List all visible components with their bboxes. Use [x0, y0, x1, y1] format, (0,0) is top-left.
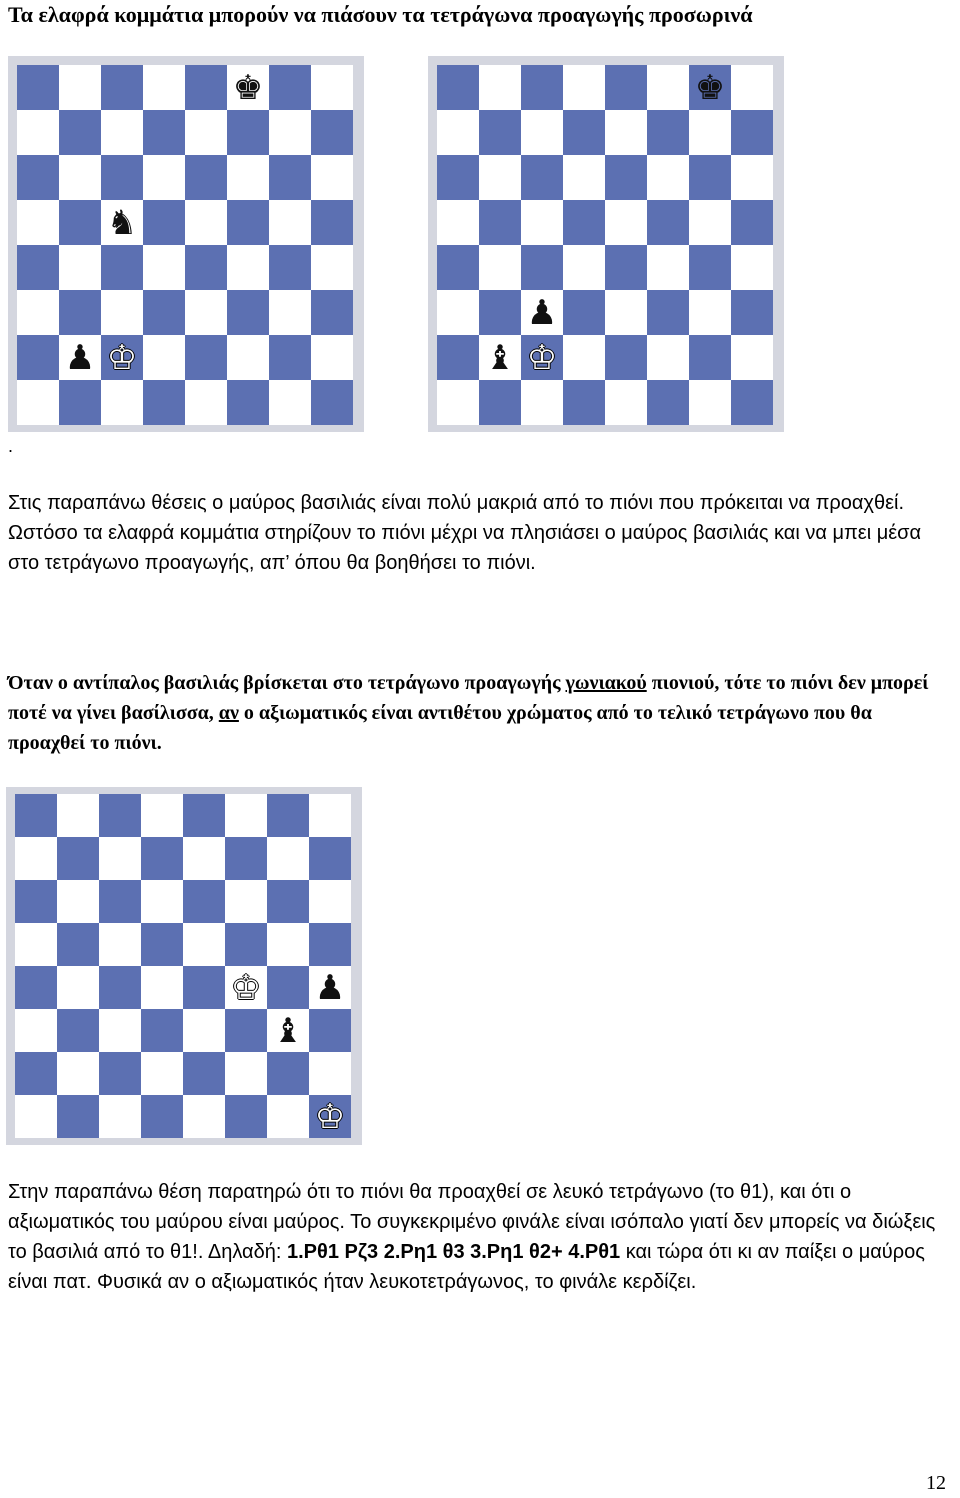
square-b7	[479, 110, 521, 155]
square-b6	[479, 155, 521, 200]
square-c2	[99, 1052, 141, 1095]
square-f5	[227, 200, 269, 245]
square-d4	[143, 245, 185, 290]
square-d7	[563, 110, 605, 155]
square-c7	[101, 110, 143, 155]
square-f2	[225, 1052, 267, 1095]
square-d6	[563, 155, 605, 200]
square-f1	[225, 1095, 267, 1138]
square-h7	[311, 110, 353, 155]
square-b3	[57, 1009, 99, 1052]
square-f2	[647, 335, 689, 380]
square-d5	[143, 200, 185, 245]
square-f6	[225, 880, 267, 923]
square-h4	[311, 245, 353, 290]
square-a7	[15, 837, 57, 880]
square-a5	[437, 200, 479, 245]
square-e6	[185, 155, 227, 200]
square-h8	[731, 65, 773, 110]
square-a6	[15, 880, 57, 923]
square-e8	[185, 65, 227, 110]
board-grid	[437, 65, 773, 425]
square-e2	[605, 335, 647, 380]
square-h1	[309, 1095, 351, 1138]
square-d5	[141, 923, 183, 966]
square-e7	[185, 110, 227, 155]
square-a4	[15, 966, 57, 1009]
square-f3	[225, 1009, 267, 1052]
square-b6	[59, 155, 101, 200]
black-knight-icon: ♞	[106, 202, 138, 243]
square-a2	[17, 335, 59, 380]
square-d1	[563, 380, 605, 425]
square-e1	[605, 380, 647, 425]
square-c7	[99, 837, 141, 880]
square-c5	[101, 200, 143, 245]
square-a8	[437, 65, 479, 110]
square-a5	[17, 200, 59, 245]
square-c5	[521, 200, 563, 245]
chess-board-2	[428, 56, 784, 432]
square-a4	[17, 245, 59, 290]
square-f4	[227, 245, 269, 290]
square-g5	[689, 200, 731, 245]
square-a7	[17, 110, 59, 155]
square-c3	[521, 290, 563, 335]
square-a3	[437, 290, 479, 335]
square-g7	[689, 110, 731, 155]
square-d6	[141, 880, 183, 923]
square-h6	[311, 155, 353, 200]
square-d7	[143, 110, 185, 155]
square-b7	[59, 110, 101, 155]
square-h3	[311, 290, 353, 335]
square-e3	[605, 290, 647, 335]
square-e6	[605, 155, 647, 200]
underlined-word-if: αν	[218, 702, 239, 724]
square-c8	[99, 794, 141, 837]
square-b2	[57, 1052, 99, 1095]
square-g7	[269, 110, 311, 155]
square-b7	[57, 837, 99, 880]
square-h1	[731, 380, 773, 425]
square-c2	[101, 335, 143, 380]
square-d8	[143, 65, 185, 110]
square-f3	[227, 290, 269, 335]
square-b1	[57, 1095, 99, 1138]
rule-text-2: πιονιού, τότε το πιόνι δεν μπορεί ποτέ να γίνει βασίλισσα,	[8, 672, 929, 724]
square-e1	[185, 380, 227, 425]
white-king-icon: ♔	[526, 337, 558, 378]
square-a1	[437, 380, 479, 425]
square-b3	[59, 290, 101, 335]
square-d5	[563, 200, 605, 245]
square-d2	[563, 335, 605, 380]
paragraph-3	[8, 1177, 956, 1297]
square-d1	[143, 380, 185, 425]
square-e2	[185, 335, 227, 380]
square-a1	[15, 1095, 57, 1138]
black-pawn-icon: ♟	[526, 292, 558, 333]
square-g3	[689, 290, 731, 335]
square-a6	[17, 155, 59, 200]
square-c7	[521, 110, 563, 155]
square-e4	[185, 245, 227, 290]
square-h5	[309, 923, 351, 966]
square-e3	[185, 290, 227, 335]
square-g3	[267, 1009, 309, 1052]
square-b2	[59, 335, 101, 380]
square-f7	[227, 110, 269, 155]
square-f7	[225, 837, 267, 880]
square-b4	[59, 245, 101, 290]
square-c2	[521, 335, 563, 380]
square-c1	[101, 380, 143, 425]
square-a8	[17, 65, 59, 110]
square-h3	[309, 1009, 351, 1052]
black-king-icon: ♚	[694, 67, 726, 108]
square-h5	[731, 200, 773, 245]
square-e5	[185, 200, 227, 245]
square-h6	[731, 155, 773, 200]
square-b4	[479, 245, 521, 290]
square-g7	[267, 837, 309, 880]
square-c4	[101, 245, 143, 290]
square-a6	[437, 155, 479, 200]
underlined-word-corner: γωνιακού	[565, 672, 647, 694]
square-d8	[141, 794, 183, 837]
square-e5	[183, 923, 225, 966]
chess-board-1	[8, 56, 364, 432]
rule-text-3: ο αξιωματικός είναι αντιθέτου χρώματος από το τελικό τετράγωνο που θα προαχθεί το πιόνι.	[8, 702, 872, 754]
square-b6	[57, 880, 99, 923]
square-g6	[269, 155, 311, 200]
board-grid	[15, 794, 351, 1138]
square-g8	[269, 65, 311, 110]
black-bishop-icon: ♝	[484, 337, 516, 378]
square-c6	[101, 155, 143, 200]
square-b8	[57, 794, 99, 837]
square-g3	[269, 290, 311, 335]
chess-board-3	[6, 787, 362, 1145]
square-f4	[225, 966, 267, 1009]
square-a7	[437, 110, 479, 155]
square-h8	[311, 65, 353, 110]
square-f8	[647, 65, 689, 110]
square-g5	[267, 923, 309, 966]
square-e8	[605, 65, 647, 110]
square-c8	[521, 65, 563, 110]
square-f3	[647, 290, 689, 335]
square-b2	[479, 335, 521, 380]
square-d2	[141, 1052, 183, 1095]
square-c5	[99, 923, 141, 966]
square-g2	[269, 335, 311, 380]
rule-text-1: Όταν ο αντίπαλος βασιλιάς βρίσκεται στο τετράγωνο προαγωγής	[8, 672, 566, 694]
stray-dot: .	[8, 436, 14, 456]
square-h6	[309, 880, 351, 923]
square-e5	[605, 200, 647, 245]
square-e1	[183, 1095, 225, 1138]
square-d8	[563, 65, 605, 110]
square-f6	[227, 155, 269, 200]
square-c1	[521, 380, 563, 425]
square-b5	[59, 200, 101, 245]
page-title: Τα ελαφρά κομμάτια μπορούν να πιάσουν τα τετράγωνα προαγωγής προσωρινά	[8, 2, 753, 27]
square-g4	[269, 245, 311, 290]
square-h3	[731, 290, 773, 335]
square-f4	[647, 245, 689, 290]
square-h8	[309, 794, 351, 837]
square-c6	[99, 880, 141, 923]
square-b8	[479, 65, 521, 110]
square-g8	[689, 65, 731, 110]
square-a3	[15, 1009, 57, 1052]
square-b1	[59, 380, 101, 425]
square-f1	[647, 380, 689, 425]
square-a3	[17, 290, 59, 335]
square-g6	[689, 155, 731, 200]
square-a2	[15, 1052, 57, 1095]
black-bishop-icon: ♝	[272, 1010, 304, 1051]
square-d7	[141, 837, 183, 880]
paragraph-2-rule	[8, 668, 953, 758]
square-g6	[267, 880, 309, 923]
square-c4	[99, 966, 141, 1009]
square-c4	[521, 245, 563, 290]
square-h2	[311, 335, 353, 380]
square-h4	[309, 966, 351, 1009]
square-g1	[267, 1095, 309, 1138]
square-b4	[57, 966, 99, 1009]
square-g2	[689, 335, 731, 380]
explanation-text-2: και τώρα ότι κι αν παίξει ο μαύρος είναι πατ. Φυσικά αν ο αξιωματικός ήταν λευκοτετράγωνος, το φινάλε κερδίζει.	[8, 1241, 925, 1293]
square-c3	[99, 1009, 141, 1052]
black-king-icon: ♚	[232, 67, 264, 108]
square-b1	[479, 380, 521, 425]
square-e3	[183, 1009, 225, 1052]
square-d2	[143, 335, 185, 380]
square-e8	[183, 794, 225, 837]
square-f2	[227, 335, 269, 380]
square-d1	[141, 1095, 183, 1138]
square-c8	[101, 65, 143, 110]
square-f5	[225, 923, 267, 966]
square-h4	[731, 245, 773, 290]
square-d3	[563, 290, 605, 335]
square-b8	[59, 65, 101, 110]
square-d6	[143, 155, 185, 200]
square-g1	[689, 380, 731, 425]
square-a2	[437, 335, 479, 380]
square-b5	[57, 923, 99, 966]
square-c3	[101, 290, 143, 335]
square-d4	[563, 245, 605, 290]
white-king-icon: ♔	[106, 337, 138, 378]
black-pawn-icon: ♟	[64, 337, 96, 378]
move-sequence: 1.Ρθ1 Ρζ3 2.Ρη1 θ3 3.Ρη1 θ2+ 4.Ρθ1	[286, 1241, 621, 1263]
square-f8	[227, 65, 269, 110]
square-e4	[605, 245, 647, 290]
square-a5	[15, 923, 57, 966]
white-king-icon: ♔	[230, 967, 262, 1008]
square-g8	[267, 794, 309, 837]
square-h7	[309, 837, 351, 880]
square-c6	[521, 155, 563, 200]
square-g4	[267, 966, 309, 1009]
square-f7	[647, 110, 689, 155]
square-f6	[647, 155, 689, 200]
square-b5	[479, 200, 521, 245]
square-f5	[647, 200, 689, 245]
black-pawn-icon: ♟	[314, 967, 346, 1008]
square-e7	[183, 837, 225, 880]
square-h1	[311, 380, 353, 425]
square-e7	[605, 110, 647, 155]
square-g2	[267, 1052, 309, 1095]
white-king-icon: ♔	[314, 1096, 346, 1137]
square-g5	[269, 200, 311, 245]
square-c1	[99, 1095, 141, 1138]
square-b3	[479, 290, 521, 335]
explanation-text-1: Στην παραπάνω θέση παρατηρώ ότι το πιόνι θα προαχθεί σε λευκό τετράγωνο (το θ1), και ότι ο αξιωματικός του μαύρου είναι μαύρος. Το συγκεκριμένο φινάλε είναι ισόπαλο γιατί δεν μπορείς να διώξεις το βασιλιά από το θ1!. Δηλαδή:	[8, 1181, 936, 1263]
square-g1	[269, 380, 311, 425]
square-e4	[183, 966, 225, 1009]
square-e6	[183, 880, 225, 923]
square-d3	[141, 1009, 183, 1052]
square-f8	[225, 794, 267, 837]
square-h2	[309, 1052, 351, 1095]
square-h5	[311, 200, 353, 245]
paragraph-1: Στις παραπάνω θέσεις ο μαύρος βασιλιάς είναι πολύ μακριά από το πιόνι που πρόκειται να προαχθεί. Ωστόσο τα ελαφρά κομμάτια στηρίζουν το πιόνι μέχρι να πλησιάσει ο μαύρος βασιλιάς και να μπει μέσα στο τετράγωνο προαγωγής, απ’ όπου θα βοηθήσει το πιόνι.	[8, 492, 922, 574]
page-number: 12	[926, 1472, 946, 1494]
square-a8	[15, 794, 57, 837]
square-a4	[437, 245, 479, 290]
board-grid	[17, 65, 353, 425]
square-a1	[17, 380, 59, 425]
square-d3	[143, 290, 185, 335]
square-d4	[141, 966, 183, 1009]
square-e2	[183, 1052, 225, 1095]
square-h7	[731, 110, 773, 155]
square-h2	[731, 335, 773, 380]
square-f1	[227, 380, 269, 425]
square-g4	[689, 245, 731, 290]
